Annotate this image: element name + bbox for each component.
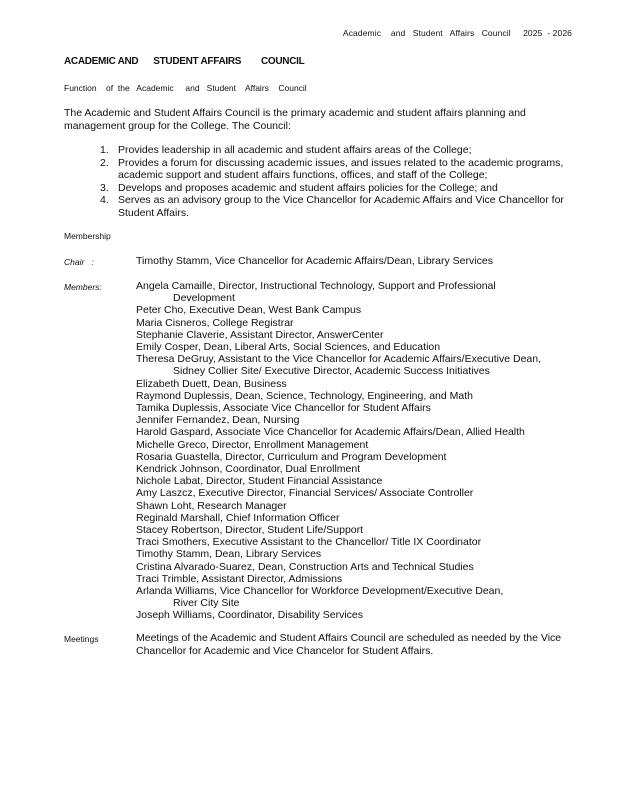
function-item: 2. Provides a forum for discussing academic issues, and issues related to the academic programs, academic support and student affairs functions, offices, and staff of the College; xyxy=(100,156,564,181)
member-item: Jennifer Fernandez, Dean, Nursing xyxy=(136,414,300,427)
function-item: 1. Provides leadership in all academic and student affairs areas of the College; xyxy=(100,144,472,156)
member-item: Peter Cho, Executive Dean, West Bank Campus xyxy=(136,304,362,317)
member-item: Traci Smothers, Executive Assistant to the Chancellor/ Title IX Coordinator xyxy=(136,536,482,549)
member-item: Nichole Labat, Director, Student Financial Assistance xyxy=(136,475,383,488)
member-item: Cristina Alvarado-Suarez, Dean, Construction Arts and Technical Studies xyxy=(136,560,474,573)
member-item: Amy Laszcz, Executive Director, Financial Services/ Associate Controller xyxy=(136,487,474,500)
meetings-label: Meetings xyxy=(64,634,99,644)
member-item: Michelle Greco, Director, Enrollment Management xyxy=(136,438,369,451)
chair-label: Chair : xyxy=(64,257,94,267)
membership-label: Membership xyxy=(64,231,111,241)
member-item: Angela Camaille, Director, Instructional Technology, Support and Professional Development xyxy=(136,280,496,305)
member-item: Elizabeth Duett, Dean, Business xyxy=(136,377,287,390)
document-title: ACADEMIC AND STUDENT AFFAIRS COUNCIL xyxy=(64,56,305,67)
member-item: Harold Gaspard, Associate Vice Chancellor for Academic Affairs/Dean, Allied Health xyxy=(136,426,525,439)
header-years: 2025 - 2026 xyxy=(523,28,572,38)
function-item: 4. Serves as an advisory group to the Vice Chancellor for Academic Affairs and Vice Chancellor for Student Affairs. xyxy=(100,194,564,219)
member-item: Raymond Duplessis, Dean, Science, Technology, Engineering, and Math xyxy=(136,389,473,402)
member-item: Joseph Williams, Coordinator, Disability Services xyxy=(136,609,363,622)
member-item: Reginald Marshall, Chief Information Officer xyxy=(136,511,340,524)
intro-paragraph: The Academic and Student Affairs Council is the primary academic and student affairs planning and management group for the College. The Council: xyxy=(64,107,526,132)
member-item: Maria Cisneros, College Registrar xyxy=(136,316,294,329)
member-item: Stephanie Claverie, Assistant Director, AnswerCenter xyxy=(136,328,384,341)
member-item: Tamika Duplessis, Associate Vice Chancellor for Student Affairs xyxy=(136,402,431,415)
member-item: Traci Trimble, Assistant Director, Admissions xyxy=(136,572,343,585)
member-item: Emily Cosper, Dean, Liberal Arts, Social Sciences, and Education xyxy=(136,341,441,354)
member-item: Theresa DeGruy, Assistant to the Vice Chancellor for Academic Affairs/Executive Dean, Sidney Collier Site/ Executive Director, Academic Success Initiatives xyxy=(136,353,542,378)
member-item: Stacey Robertson, Director, Student Life/Support xyxy=(136,524,364,537)
meetings-text: Meetings of the Academic and Student Affairs Council are scheduled as needed by the Vice Chancellor for Academic and Vice Chancelor for Student Affairs. xyxy=(136,632,562,657)
functions-list xyxy=(100,144,570,219)
member-item: Rosaria Guastella, Director, Curriculum and Program Development xyxy=(136,450,447,463)
chair-name: Timothy Stamm, Vice Chancellor for Academic Affairs/Dean, Library Services xyxy=(136,255,493,267)
members-list xyxy=(136,280,576,622)
member-item: Shawn Loht, Research Manager xyxy=(136,499,287,512)
member-item: Arlanda Williams, Vice Chancellor for Workforce Development/Executive Dean, River City Site xyxy=(136,585,504,610)
running-header xyxy=(343,28,572,38)
header-council-name: Academic and Student Affairs Council xyxy=(342,28,511,38)
member-item: Kendrick Johnson, Coordinator, Dual Enrollment xyxy=(136,463,361,476)
members-label: Members: xyxy=(64,282,102,292)
function-heading: Function of the Academic and Student Affairs Council xyxy=(64,83,307,93)
member-item: Timothy Stamm, Dean, Library Services xyxy=(136,548,322,561)
function-item: 3. Develops and proposes academic and student affairs policies for the College; and xyxy=(100,181,498,194)
